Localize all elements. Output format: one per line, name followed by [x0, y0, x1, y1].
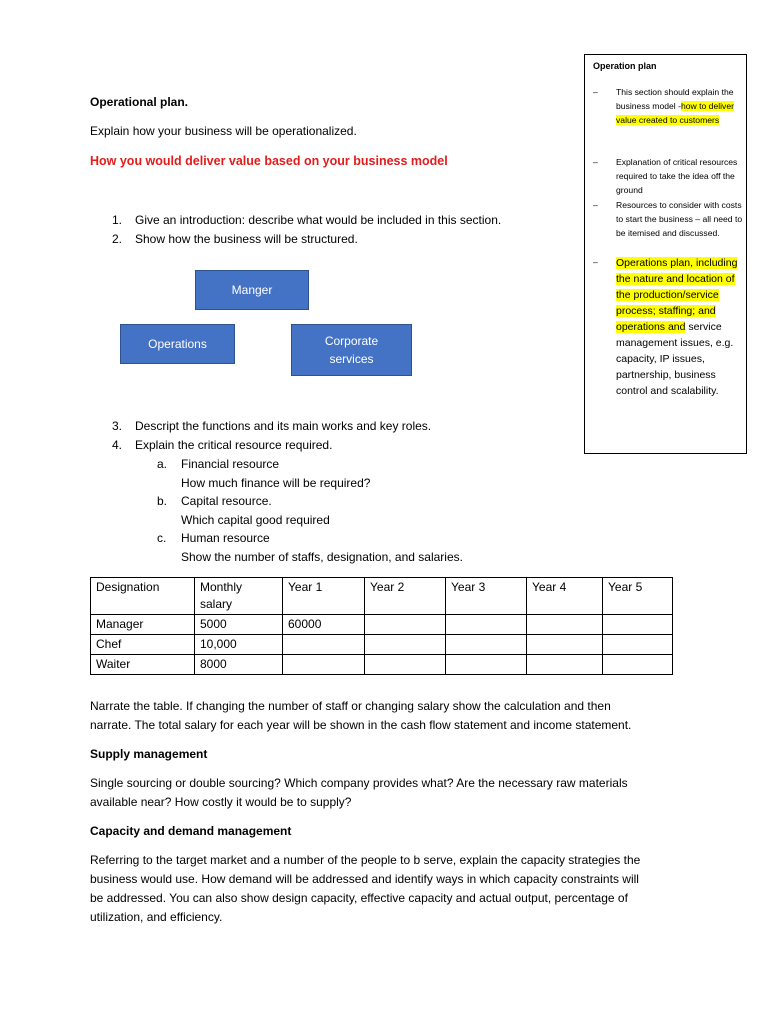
table-cell [446, 635, 527, 655]
table-cell [446, 655, 527, 675]
paragraph-line: business would use. How demand will be addressed and identify ways in which capacity constraints will [90, 872, 639, 886]
table-cell [283, 635, 365, 655]
table-row [91, 655, 673, 675]
note-item-text [616, 255, 744, 399]
table-cell [365, 635, 446, 655]
table-cell [446, 615, 527, 635]
section-heading: Supply management [90, 747, 208, 761]
table-cell: 8000 [195, 655, 283, 675]
salary-table [90, 577, 673, 675]
paragraph-line: Referring to the target market and a number of the people to b serve, explain the capacity strategies the [90, 853, 641, 867]
section-heading: Capacity and demand management [90, 824, 292, 838]
sublist-detail: How much finance will be required? [181, 476, 371, 490]
dash-bullet: – [593, 257, 598, 267]
list-item: Explain the critical resource required. [135, 438, 333, 452]
paragraph-line: Single sourcing or double sourcing? Which company provides what? Are the necessary raw materials [90, 776, 628, 790]
paragraph-line: be addressed. You can also show design capacity, effective capacity and actual output, percentage of [90, 891, 628, 905]
paragraph-line: available near? How costly it would be to supply? [90, 795, 352, 809]
table-cell [365, 615, 446, 635]
table-cell: Manager [91, 615, 195, 635]
table-cell: 10,000 [195, 635, 283, 655]
red-subheading: How you would deliver value based on your business model [90, 154, 448, 168]
sublist-title: Financial resource [181, 457, 280, 471]
dash-bullet: – [593, 157, 598, 167]
note-item-text: Explanation of critical resources required to take the idea off the ground [616, 157, 738, 195]
sublist-letter: a. [157, 457, 168, 471]
table-header-cell: Year 1 [283, 578, 365, 615]
note-text-plain: service management issues, e.g. capacity, IP issues, partnership, business control and scalability. [616, 321, 734, 397]
dash-bullet: – [593, 87, 598, 97]
org-box-corporate-services: Corporate services [291, 324, 412, 376]
list-item-number: 3. [112, 419, 123, 433]
list-item: Show how the business will be structured. [135, 232, 358, 246]
table-cell [603, 615, 673, 635]
sublist-detail: Show the number of staffs, designation, and salaries. [181, 550, 463, 564]
sublist-detail: Which capital good required [181, 513, 330, 527]
sublist-letter: c. [157, 531, 167, 545]
table-row [91, 635, 673, 655]
table-cell [527, 635, 603, 655]
table-header-row [91, 578, 673, 615]
list-item-number: 2. [112, 232, 123, 246]
org-box-operations: Operations [120, 324, 235, 364]
note-text-highlight: how to deliver value created to customers [616, 101, 734, 125]
paragraph-line: narrate. The total salary for each year will be shown in the cash flow statement and income statement. [90, 718, 632, 732]
table-header-cell: Year 2 [365, 578, 446, 615]
table-header-cell: Monthly salary [195, 578, 283, 615]
org-box-manager: Manger [195, 270, 309, 310]
sublist-title: Capital resource. [181, 494, 272, 508]
dash-bullet: – [593, 200, 598, 210]
table-header-cell: Designation [91, 578, 195, 615]
operation-plan-note [584, 54, 747, 454]
page-title: Operational plan. [90, 95, 189, 109]
table-cell [603, 635, 673, 655]
list-item-number: 4. [112, 438, 123, 452]
table-header-cell: Year 5 [603, 578, 673, 615]
table-cell [365, 655, 446, 675]
note-text-plain: This section should explain the business model - [616, 87, 734, 111]
table-cell: 5000 [195, 615, 283, 635]
table-cell [527, 655, 603, 675]
table-row [91, 615, 673, 635]
table-cell: 60000 [283, 615, 365, 635]
note-item-text: Resources to consider with costs to start the business – all need to be itemised and discussed. [616, 200, 743, 238]
intro-text: Explain how your business will be operationalized. [90, 124, 357, 138]
table-cell [527, 615, 603, 635]
list-item: Descript the functions and its main works and key roles. [135, 419, 432, 433]
table-header-cell: Year 3 [446, 578, 527, 615]
sublist-letter: b. [157, 494, 168, 508]
list-item-number: 1. [112, 213, 123, 227]
paragraph-line: utilization, and efficiency. [90, 910, 223, 924]
note-title: Operation plan [593, 61, 657, 71]
table-cell: Chef [91, 635, 195, 655]
sublist-title: Human resource [181, 531, 270, 545]
list-item: Give an introduction: describe what would be included in this section. [135, 213, 502, 227]
note-text-highlight: Operations plan, including the nature and location of the production/service process; staffing; and operations and [616, 257, 738, 333]
table-header-cell: Year 4 [527, 578, 603, 615]
table-cell [283, 655, 365, 675]
table-cell [603, 655, 673, 675]
paragraph-line: Narrate the table. If changing the number of staff or changing salary show the calculation and then [90, 699, 611, 713]
note-item-text [616, 85, 744, 127]
table-cell: Waiter [91, 655, 195, 675]
